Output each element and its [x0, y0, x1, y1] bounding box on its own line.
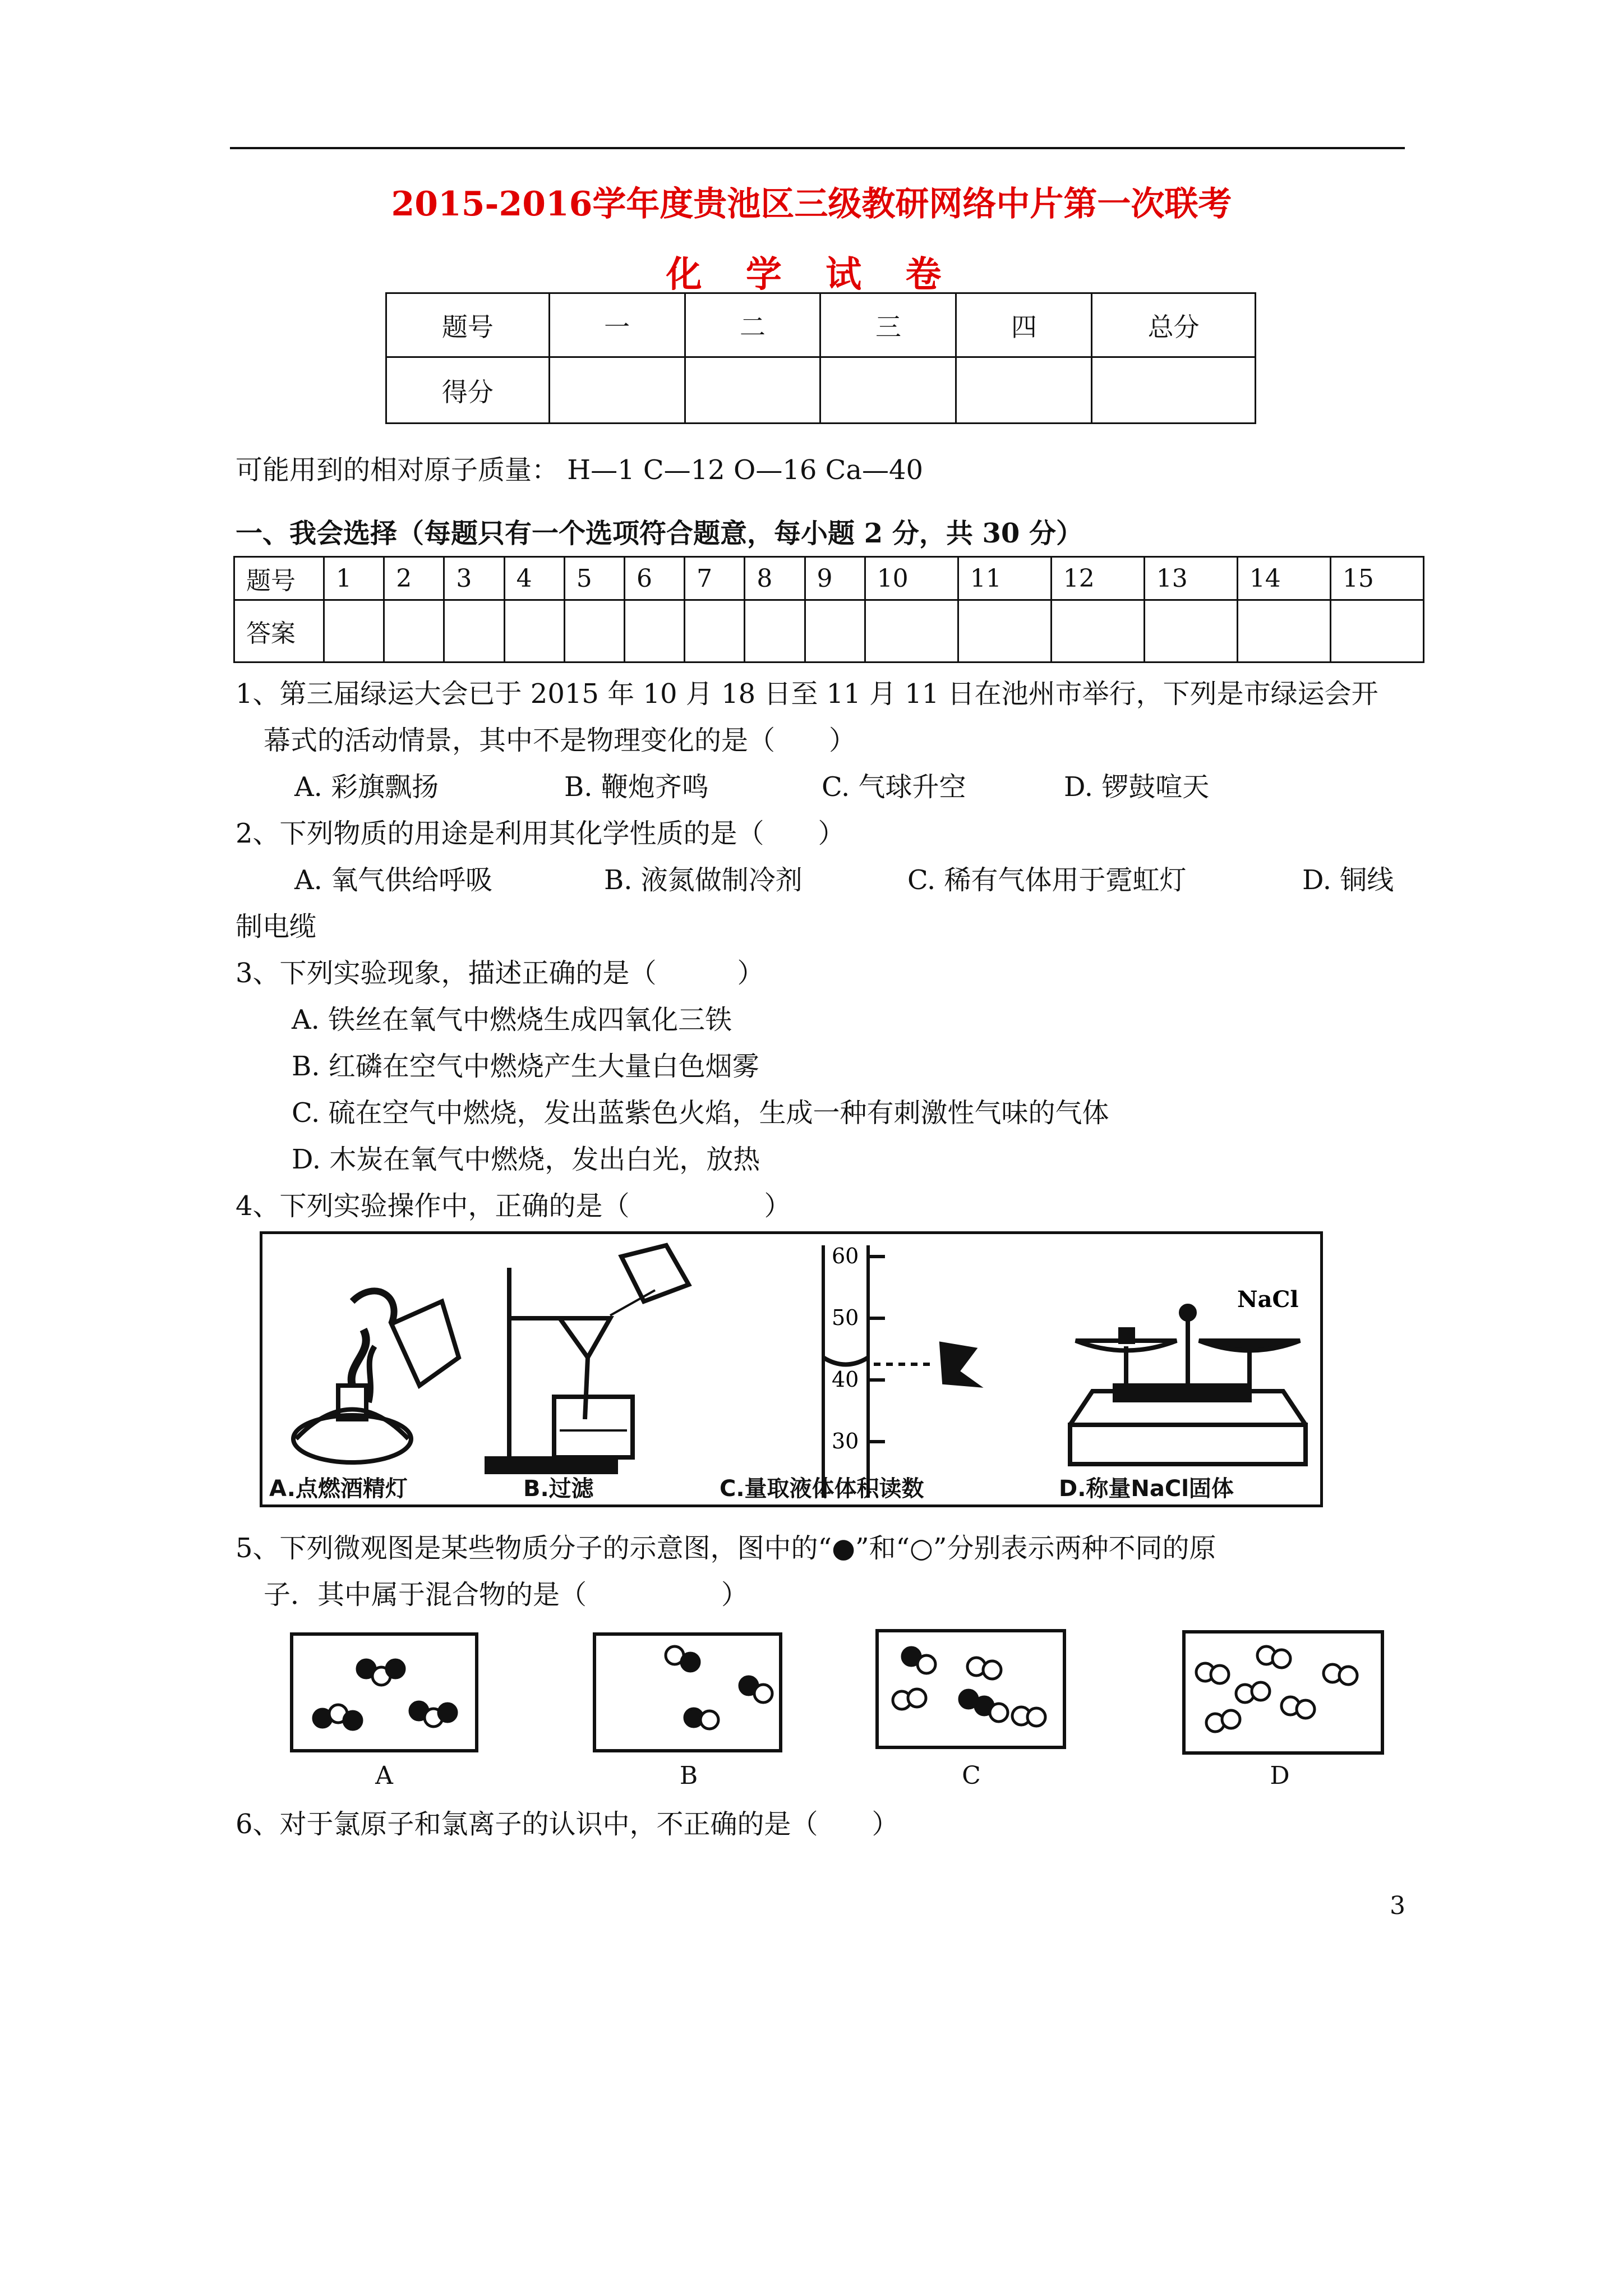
- score-header-cell: 题号: [386, 293, 550, 357]
- q5-option-b[interactable]: B: [679, 1761, 698, 1790]
- answer-cell[interactable]: [1330, 600, 1423, 662]
- q1-stem: 1、第三届绿运大会已于 2015 年 10 月 18 日至 11 月 11 日在池州市举行，下列是市绿运会开: [236, 678, 1378, 710]
- atomic-mass-line: 可能用到的相对原子质量： H—1 C—12 O—16 Ca—40: [236, 454, 924, 486]
- answer-cell[interactable]: [624, 600, 684, 662]
- score-input-cell[interactable]: [549, 357, 685, 424]
- answer-table-number: 15: [1330, 557, 1423, 600]
- q3-stem: 3、下列实验现象，描述正确的是（ ）: [236, 958, 764, 989]
- top-rule: [230, 147, 1405, 149]
- answer-cell[interactable]: [1237, 600, 1330, 662]
- q4-label-a[interactable]: A.点燃酒精灯: [269, 1476, 408, 1502]
- score-input-cell[interactable]: [1092, 357, 1256, 424]
- answer-cell[interactable]: [745, 600, 805, 662]
- q3-option-c[interactable]: C. 硫在空气中燃烧，发出蓝紫色火焰，生成一种有刺激性气味的气体: [292, 1097, 1109, 1129]
- score-input-cell[interactable]: [820, 357, 956, 424]
- score-header-cell: 二: [685, 293, 820, 357]
- q5-molecule-diagrams: [289, 1624, 1410, 1759]
- score-input-cell[interactable]: [685, 357, 820, 424]
- molecule-box-a: [292, 1634, 477, 1751]
- q3-option-a[interactable]: A. 铁丝在氧气中燃烧生成四氧化三铁: [292, 1004, 732, 1036]
- q1-option-b[interactable]: B. 鞭炮齐鸣: [564, 771, 709, 803]
- cylinder-tick-label: 40: [832, 1367, 859, 1392]
- answer-table-number: 7: [685, 557, 745, 600]
- q1-option-a[interactable]: A. 彩旗飘扬: [294, 771, 439, 803]
- q4-label-b[interactable]: B.过滤: [523, 1476, 594, 1502]
- nacl-label: NaCl: [1237, 1286, 1299, 1313]
- answer-table-number: 8: [745, 557, 805, 600]
- answer-cell[interactable]: [958, 600, 1051, 662]
- q5-option-a[interactable]: A: [375, 1761, 393, 1790]
- answer-cell[interactable]: [1144, 600, 1237, 662]
- exam-title: 2015-2016学年度贵池区三级教研网络中片第一次联考: [391, 185, 1232, 224]
- cylinder-tick-label: 60: [832, 1244, 859, 1268]
- answer-cell[interactable]: [1051, 600, 1144, 662]
- answer-table-number: 12: [1051, 557, 1144, 600]
- answer-table-number: 2: [384, 557, 444, 600]
- score-header-cell: 一: [549, 293, 685, 357]
- answer-table: [233, 556, 1424, 663]
- answer-cell[interactable]: [805, 600, 865, 662]
- score-header-cell: 四: [956, 293, 1092, 357]
- answer-table-number: 14: [1237, 557, 1330, 600]
- filtration-illustration: [487, 1245, 689, 1472]
- score-header-cell: 总分: [1092, 293, 1256, 357]
- q6-stem: 6、对于氯原子和氯离子的认识中，不正确的是（ ）: [236, 1809, 899, 1840]
- balance-illustration: [1070, 1306, 1306, 1464]
- section1-heading: 一、我会选择（每题只有一个选项符合题意，每小题 2 分，共 30 分）: [236, 518, 1083, 549]
- answer-table-number: 13: [1144, 557, 1237, 600]
- q1-stem-cont: 幕式的活动情景，其中不是物理变化的是（ ）: [264, 725, 856, 756]
- answer-cell[interactable]: [504, 600, 564, 662]
- q5-option-c[interactable]: C: [962, 1761, 981, 1790]
- q5-option-d[interactable]: D: [1270, 1761, 1290, 1790]
- answer-cell[interactable]: [384, 600, 444, 662]
- q2-option-b[interactable]: B. 液氮做制冷剂: [604, 864, 803, 896]
- cylinder-tick-label: 30: [832, 1429, 859, 1453]
- answer-table-number: 9: [805, 557, 865, 600]
- exam-subtitle: 化 学 试 卷: [666, 254, 957, 296]
- answer-cell[interactable]: [564, 600, 624, 662]
- q1-option-c[interactable]: C. 气球升空: [822, 771, 966, 803]
- q4-label-c[interactable]: C.量取液体体积读数: [720, 1476, 924, 1502]
- q4-label-d[interactable]: D.称量NaCl固体: [1059, 1476, 1234, 1502]
- q2-stem: 2、下列物质的用途是利用其化学性质的是（ ）: [236, 818, 845, 849]
- answer-cell[interactable]: [865, 600, 958, 662]
- answer-table-number: 11: [958, 557, 1051, 600]
- q5-stem: 5、下列微观图是某些物质分子的示意图，图中的“●”和“○”分别表示两种不同的原: [236, 1533, 1216, 1564]
- q4-figure-art: [262, 1234, 1320, 1504]
- q3-option-b[interactable]: B. 红磷在空气中燃烧产生大量白色烟雾: [292, 1051, 759, 1082]
- page-number: 3: [1390, 1892, 1405, 1920]
- answer-table-number: 1: [324, 557, 384, 600]
- cylinder-tick-label: 50: [832, 1305, 859, 1330]
- q3-option-d[interactable]: D. 木炭在氧气中燃烧，发出白光，放热: [292, 1144, 760, 1175]
- answer-table-number: 5: [564, 557, 624, 600]
- answer-table-number: 4: [504, 557, 564, 600]
- answer-table-number: 10: [865, 557, 958, 600]
- q2-option-d-cont: 制电缆: [236, 911, 317, 942]
- q2-option-a[interactable]: A. 氧气供给呼吸: [294, 864, 493, 896]
- q2-option-d[interactable]: D. 铜线: [1302, 864, 1394, 896]
- q4-figure: [260, 1231, 1323, 1507]
- score-row-label: 得分: [386, 357, 550, 424]
- score-header-cell: 三: [820, 293, 956, 357]
- answer-table-number: 3: [444, 557, 504, 600]
- answer-cell[interactable]: [444, 600, 504, 662]
- answer-cell[interactable]: [324, 600, 384, 662]
- q2-option-c[interactable]: C. 稀有气体用于霓虹灯: [907, 864, 1187, 896]
- score-input-cell[interactable]: [956, 357, 1092, 424]
- q5-stem-cont: 子．其中属于混合物的是（ ）: [264, 1579, 749, 1611]
- alcohol-lamps-illustration: [293, 1291, 459, 1462]
- score-table: [385, 292, 1256, 424]
- answer-cell[interactable]: [685, 600, 745, 662]
- answer-table-label: 题号: [234, 557, 324, 600]
- q4-stem: 4、下列实验操作中，正确的是（ ）: [236, 1190, 791, 1222]
- q1-option-d[interactable]: D. 锣鼓喧天: [1064, 771, 1210, 803]
- answer-table-label: 答案: [234, 600, 324, 662]
- answer-table-number: 6: [624, 557, 684, 600]
